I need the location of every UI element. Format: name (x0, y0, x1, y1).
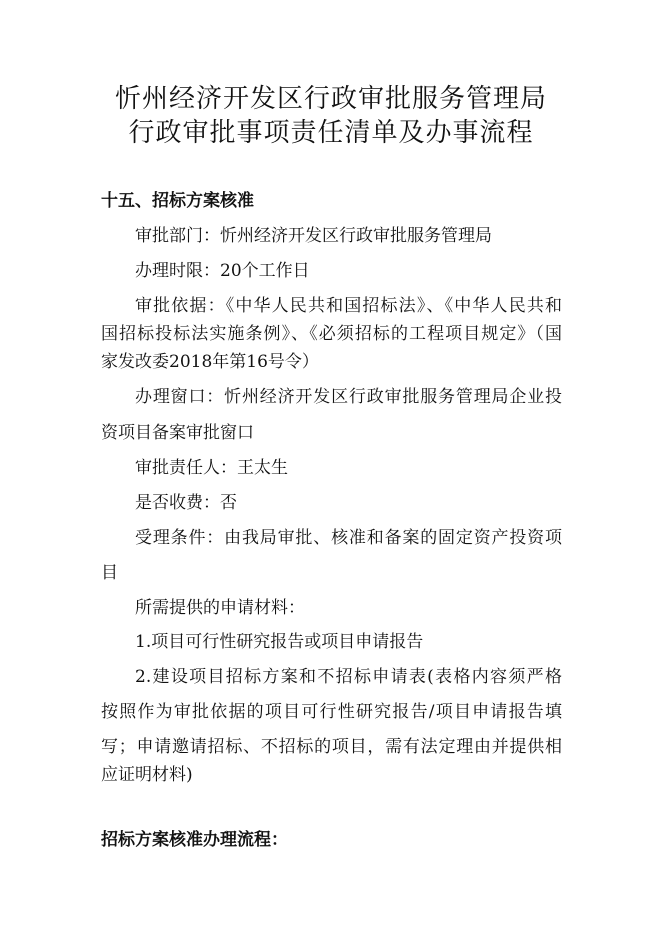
fee-status: 是否收费：否 (135, 493, 237, 513)
document-title-line-1: 忻州经济开发区行政审批服务管理局 (114, 84, 547, 114)
process-heading: 招标方案核准办理流程： (101, 830, 288, 850)
material-item-2-line-3: 写；申请邀请招标、不招标的项目，需有法定理由并提供相 (101, 737, 562, 757)
acceptance-condition-line-1: 受理条件：由我局审批、核准和备案的固定资产投资项 (135, 528, 562, 548)
service-window-line-1: 办理窗口：忻州经济开发区行政审批服务管理局企业投 (135, 387, 562, 407)
approval-basis-line-1: 审批依据：《中华人民共和国招标法》、《中华人民共和 (135, 296, 562, 316)
approval-department: 审批部门：忻州经济开发区行政审批服务管理局 (135, 226, 492, 246)
responsible-person: 审批责任人：王太生 (135, 458, 288, 478)
processing-time-limit: 办理时限：20个工作日 (135, 261, 310, 281)
material-item-1: 1.项目可行性研究报告或项目申请报告 (135, 632, 424, 652)
acceptance-condition-line-2: 目 (101, 563, 118, 583)
document-title-line-2: 行政审批事项责任清单及办事流程 (128, 118, 534, 148)
approval-basis-line-2: 国招标投标法实施条例》、《必须招标的工程项目规定》（国 (101, 324, 562, 344)
materials-label: 所需提供的申请材料： (135, 598, 305, 618)
material-item-2-line-1: 2.建设项目招标方案和不招标申请表(表格内容须严格 (135, 667, 562, 687)
approval-basis-line-3: 家发改委2018年第16号令） (101, 352, 319, 372)
section-heading: 十五、招标方案核准 (101, 191, 254, 211)
material-item-2-line-4: 应证明材料) (101, 765, 193, 785)
material-item-2-line-2: 按照作为审批依据的项目可行性研究报告/项目申请报告填 (101, 702, 562, 722)
service-window-line-2: 资项目备案审批窗口 (101, 423, 254, 443)
